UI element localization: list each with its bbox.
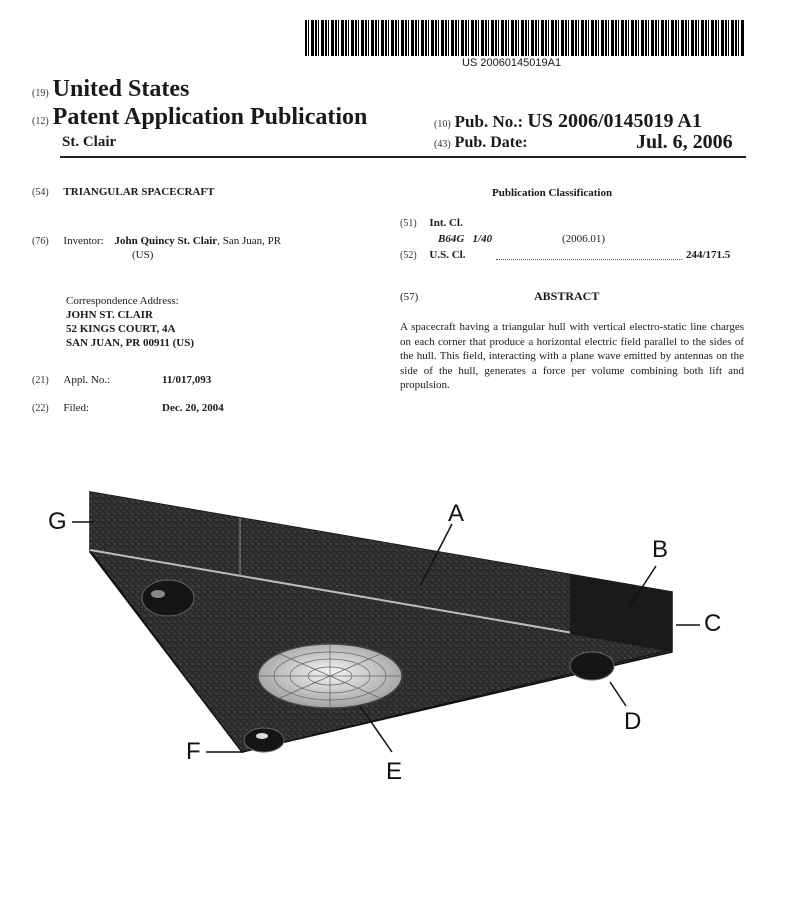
abstract-text: A spacecraft having a triangular hull with vertical electro-static line charges on each corner that produce a horizontal electric field parallel to the sides of the hull. This field, interacting with a plane wave emitted by antennas on the side of the hull, generates a force per volume combining both lift and propulsion. <box>400 321 744 391</box>
uscl-code: (52) <box>400 250 417 261</box>
inventor-country: (US) <box>132 249 154 261</box>
filed-date: Dec. 20, 2004 <box>162 402 224 414</box>
label-c: C <box>704 610 722 637</box>
header-rule <box>60 156 746 158</box>
title-field <box>32 185 214 200</box>
country-code: (19) <box>32 88 49 99</box>
header-inventor: St. Clair <box>62 134 117 150</box>
dome-highlight <box>151 590 165 598</box>
barcode <box>305 20 745 56</box>
intcl-class: B64G 1/40 <box>438 233 493 245</box>
pub-date-value: Jul. 6, 2006 <box>636 131 733 153</box>
spacecraft-drawing <box>0 470 789 800</box>
pub-no-label: Pub. No.: <box>454 112 524 131</box>
corner-dome-g <box>142 580 194 616</box>
title-code: (54) <box>32 187 49 198</box>
country-name: United States <box>52 76 190 102</box>
uscl-leader <box>496 259 682 260</box>
label-d: D <box>624 708 642 735</box>
label-e: E <box>386 758 403 785</box>
classification-title: Publication Classification <box>492 187 613 199</box>
barcode-number: US 20060145019A1 <box>462 57 562 69</box>
pub-date-label: Pub. Date: <box>454 134 528 151</box>
uscl-label: U.S. Cl. <box>429 249 466 261</box>
intcl-field <box>400 216 463 231</box>
label-a: A <box>448 500 465 527</box>
dome-highlight <box>256 733 268 739</box>
header-kind <box>32 104 367 131</box>
filed-code: (22) <box>32 403 49 414</box>
intcl-code: (51) <box>400 218 417 229</box>
inventor-code: (76) <box>32 236 49 247</box>
inventor-field <box>32 234 372 249</box>
corner-dome-d <box>570 652 614 680</box>
appl-code: (21) <box>32 375 49 386</box>
inventor-label: Inventor: <box>63 235 104 247</box>
header-country <box>32 76 189 103</box>
pub-no-value: US 2006/0145019 A1 <box>527 110 702 132</box>
correspondence-line-2: 52 KINGS COURT, 4A <box>66 323 176 335</box>
abstract-code: (57) <box>400 291 419 303</box>
filed-field <box>32 401 89 416</box>
uscl-field <box>400 248 465 263</box>
pub-date-label-row <box>434 134 528 152</box>
appl-number: 11/017,093 <box>162 374 212 386</box>
pub-number-row <box>434 110 702 133</box>
appl-label: Appl. No.: <box>63 374 111 386</box>
abstract-title: ABSTRACT <box>534 289 600 303</box>
kind-code: (12) <box>32 116 49 127</box>
appl-field <box>32 373 110 388</box>
filed-label: Filed: <box>63 402 90 414</box>
pub-date-code: (43) <box>434 139 451 150</box>
uscl-value: 244/171.5 <box>686 249 731 261</box>
inventor-name: John Quincy St. Clair <box>114 235 218 247</box>
intcl-label: Int. Cl. <box>429 217 463 229</box>
kind-name: Patent Application Publication <box>52 104 368 130</box>
correspondence-line-1: JOHN ST. CLAIR <box>66 309 153 321</box>
inventor-place: , San Juan, PR <box>217 235 282 247</box>
label-f: F <box>186 738 201 765</box>
label-b: B <box>652 536 669 563</box>
patent-title: TRIANGULAR SPACECRAFT <box>63 186 215 198</box>
intcl-year: (2006.01) <box>562 233 606 245</box>
corner-dome-f <box>244 728 284 752</box>
pub-no-code: (10) <box>434 119 451 130</box>
correspondence-line-3: SAN JUAN, PR 00911 (US) <box>66 337 195 349</box>
label-g: G <box>48 508 67 535</box>
correspondence-label: Correspondence Address: <box>66 295 179 307</box>
